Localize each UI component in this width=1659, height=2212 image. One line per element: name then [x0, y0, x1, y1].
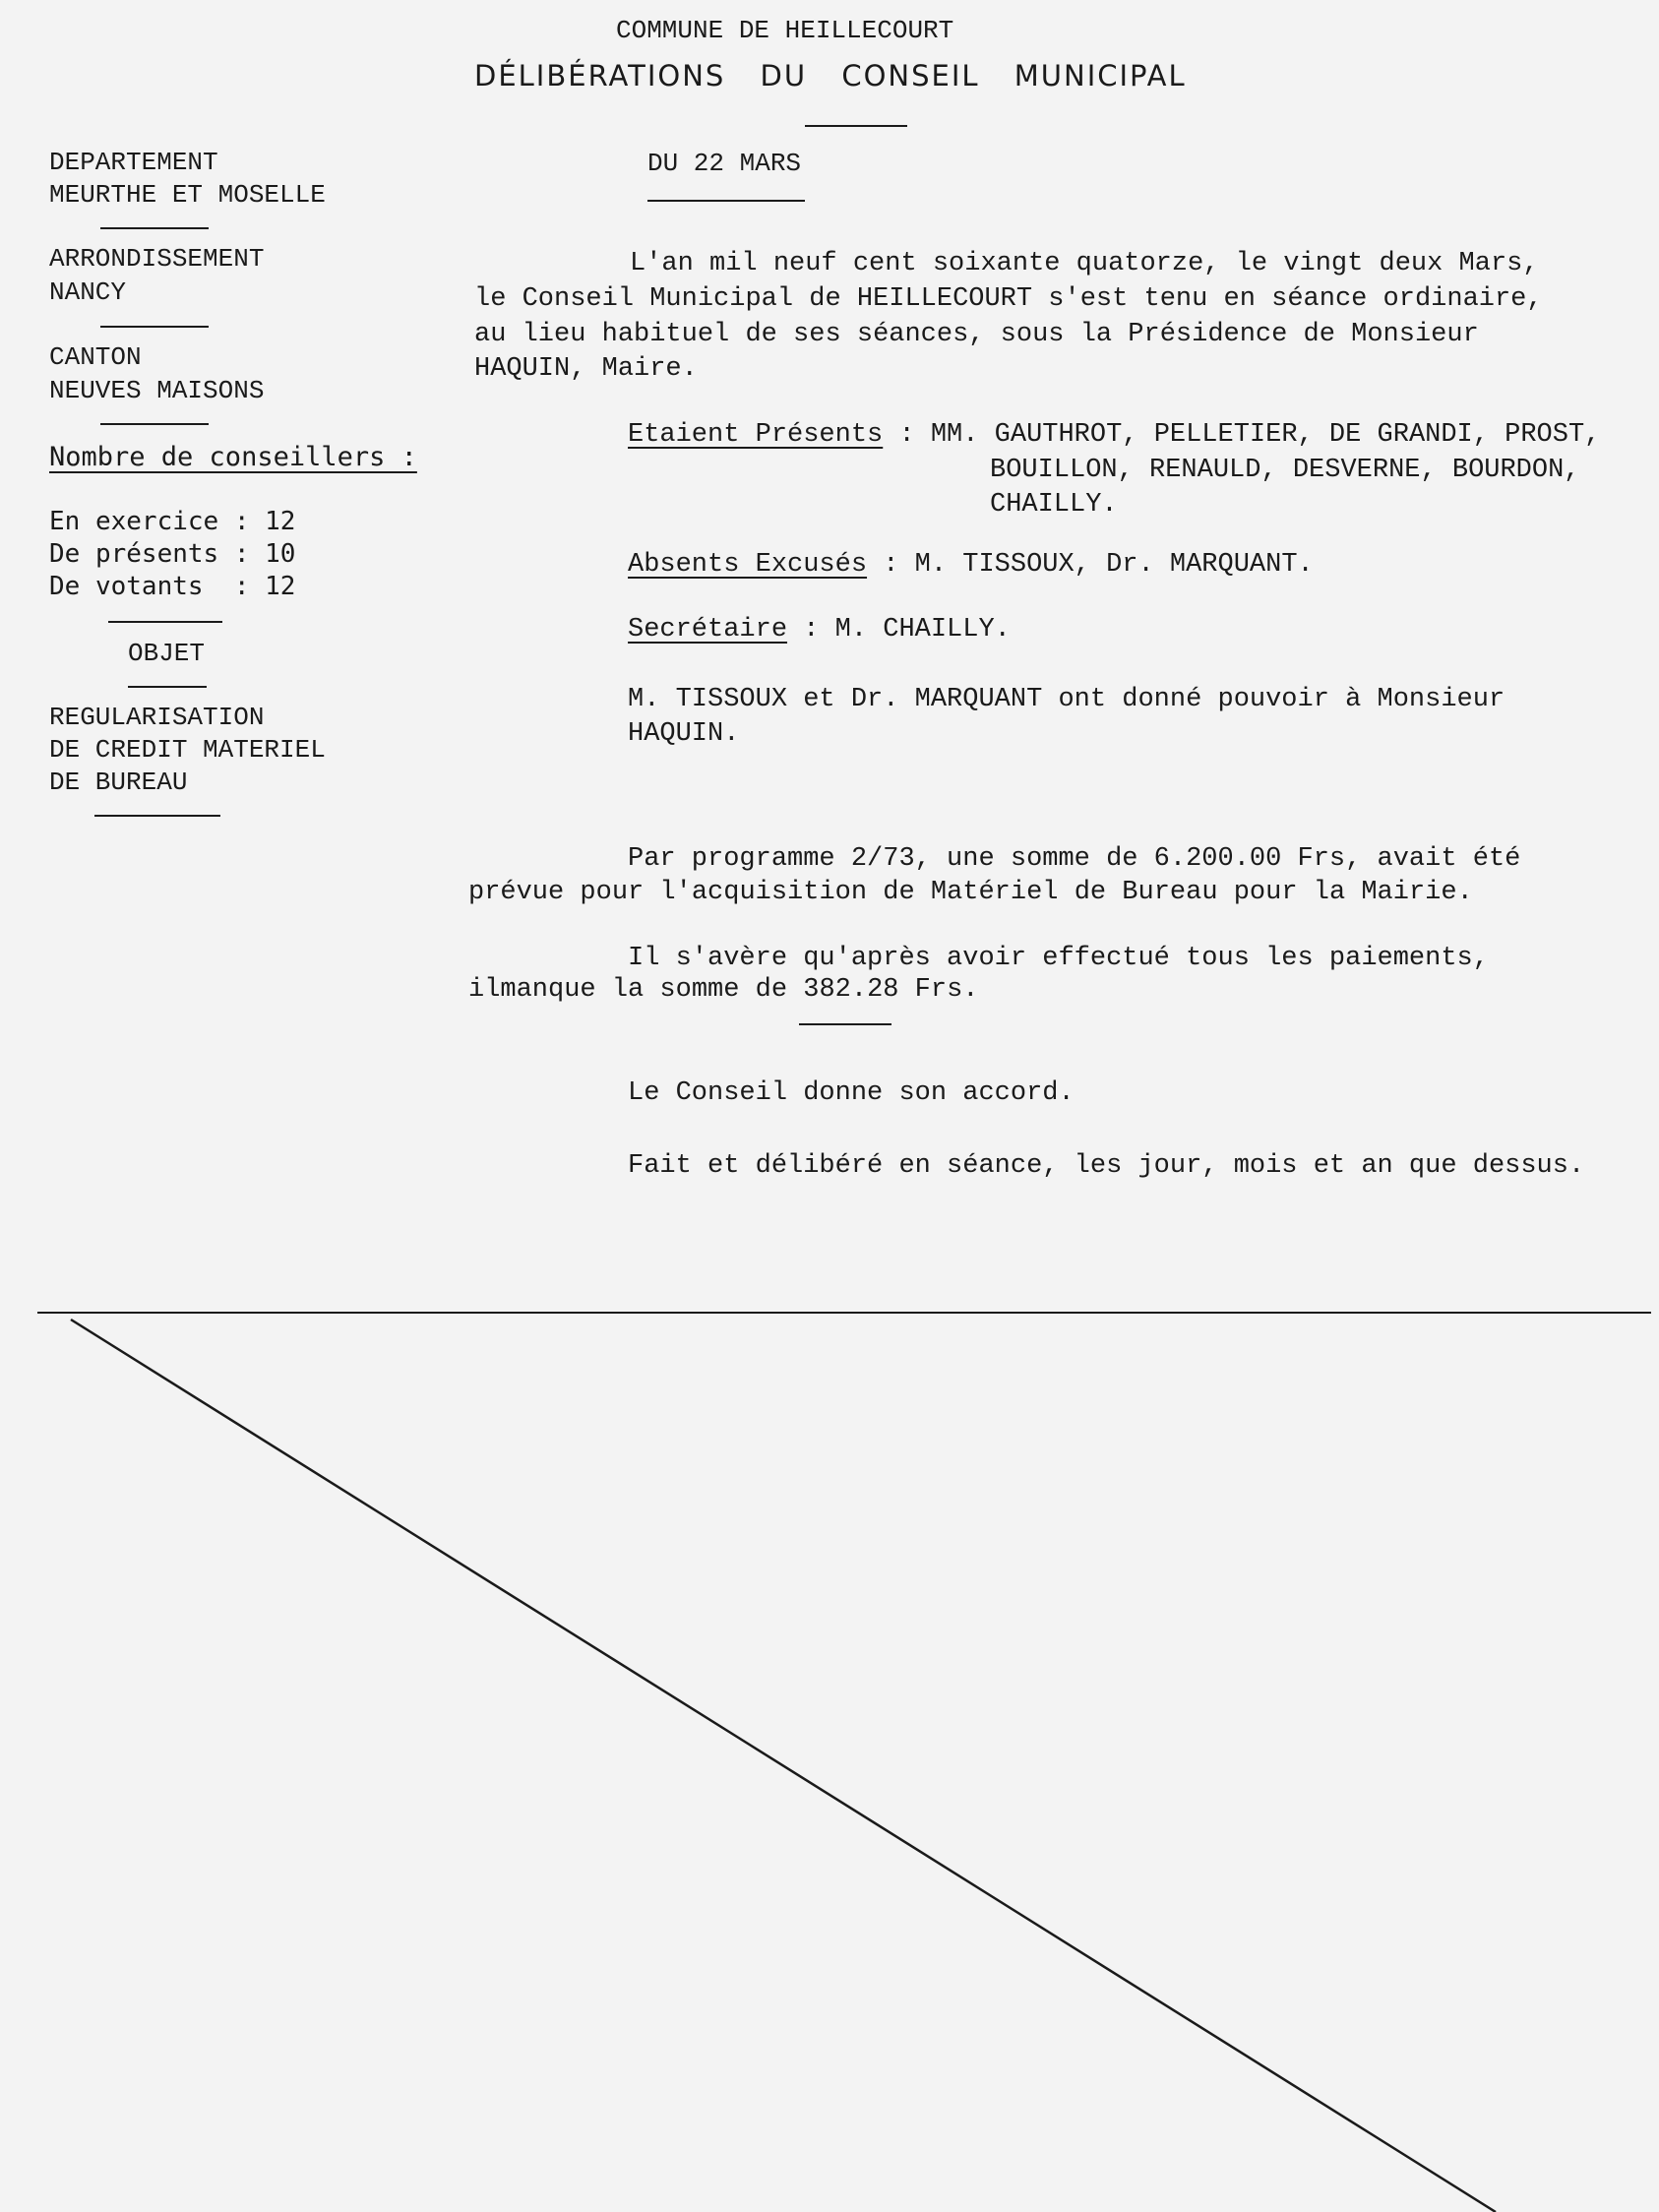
de-votants: De votants : 12: [49, 572, 296, 601]
accord-line: Le Conseil donne son accord.: [628, 1078, 1075, 1108]
fait-line: Fait et délibéré en séance, les jour, mois et an que dessus.: [628, 1151, 1585, 1181]
presents-label: Etaient Présents: [628, 420, 884, 450]
pouvoir-line: HAQUIN.: [628, 719, 740, 749]
programme-line: prévue pour l'acquisition de Matériel de Bureau pour la Mairie.: [468, 878, 1473, 907]
arrondissement-label: ARRONDISSEMENT: [49, 244, 265, 274]
absents-label: Absents Excusés: [628, 550, 868, 580]
intro-line: HAQUIN, Maire.: [474, 354, 698, 384]
commune-name: COMMUNE DE HEILLECOURT: [616, 16, 954, 45]
arrondissement-value: NANCY: [49, 277, 127, 307]
session-date: DU 22 MARS: [647, 149, 802, 178]
paiements-line: Il s'avère qu'après avoir effectué tous les paiements,: [628, 944, 1489, 973]
presents-names: GAUTHROT, PELLETIER, DE GRANDI, PROST,: [994, 420, 1601, 450]
objet-line: DE BUREAU: [49, 768, 188, 797]
intro-line: au lieu habituel de ses séances, sous la Présidence de Monsieur: [474, 320, 1479, 349]
pouvoir-line: M. TISSOUX et Dr. MARQUANT ont donné pouvoir à Monsieur: [628, 685, 1505, 714]
intro-line: le Conseil Municipal de HEILLECOURT s'est tenu en séance ordinaire,: [474, 284, 1543, 314]
intro-line: L'an mil neuf cent soixante quatorze, le vingt deux Mars,: [630, 249, 1539, 278]
objet-line: DE CREDIT MATERIEL: [49, 735, 326, 765]
nombre-conseillers-text: Nombre de conseillers :: [49, 442, 417, 472]
secretaire-value: : M. CHAILLY.: [787, 615, 1011, 645]
objet-line: REGULARISATION: [49, 703, 265, 732]
secretaire-label: Secrétaire: [628, 615, 788, 645]
presents-names: CHAILLY.: [990, 490, 1118, 520]
departement-value: MEURTHE ET MOSELLE: [49, 180, 326, 210]
departement-label: DEPARTEMENT: [49, 148, 218, 177]
canton-value: NEUVES MAISONS: [49, 376, 265, 405]
presents-prefix: : MM.: [883, 420, 995, 450]
programme-line: Par programme 2/73, une somme de 6.200.00 Frs, avait été: [628, 844, 1521, 874]
objet-label: OBJET: [128, 639, 206, 668]
paiements-line: ilmanque la somme de 382.28 Frs.: [468, 975, 979, 1005]
en-exercice: En exercice : 12: [49, 507, 296, 536]
de-presents: De présents : 10: [49, 539, 296, 569]
presents-names: BOUILLON, RENAULD, DESVERNE, BOURDON,: [990, 456, 1580, 485]
canton-label: CANTON: [49, 342, 142, 372]
absents-value: : M. TISSOUX, Dr. MARQUANT.: [867, 550, 1314, 580]
document-title: DÉLIBÉRATIONS DU CONSEIL MUNICIPAL: [474, 59, 1187, 92]
